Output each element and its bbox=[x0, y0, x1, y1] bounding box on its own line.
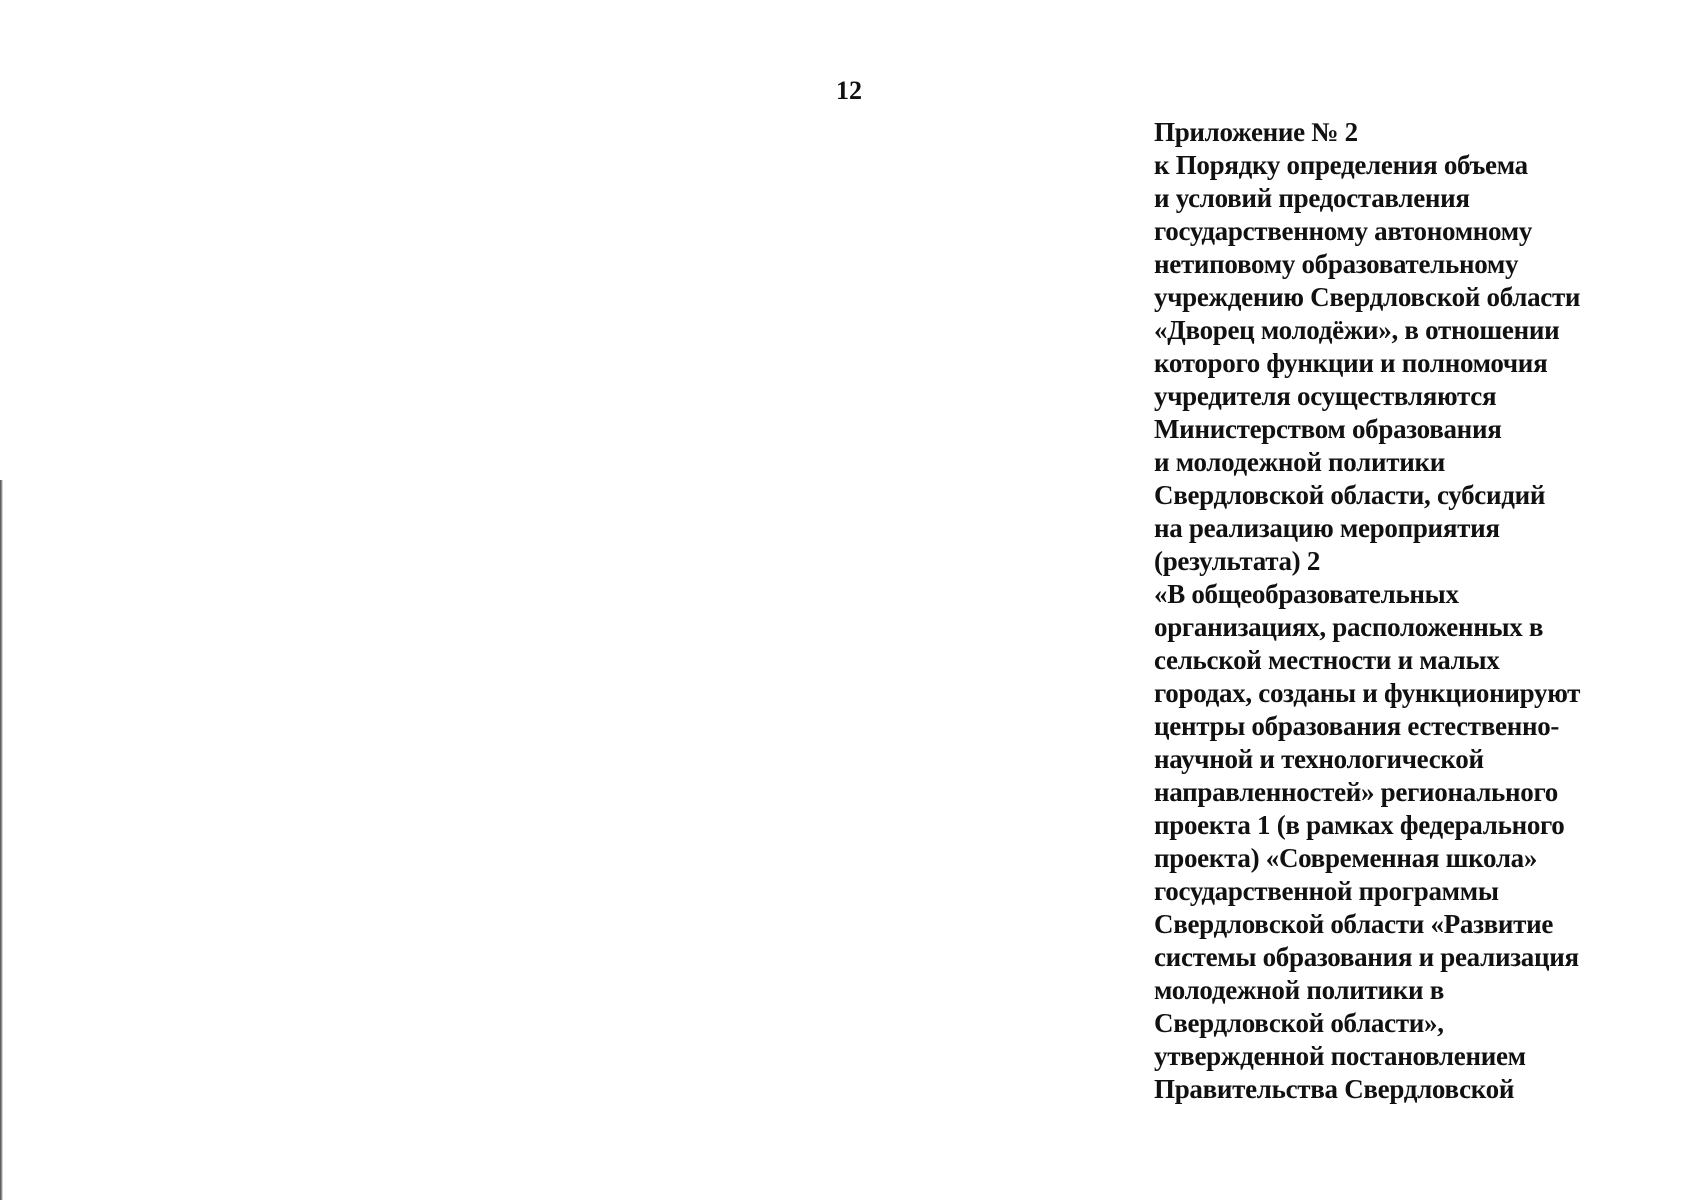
appendix-line: Свердловской области, субсидий bbox=[1154, 480, 1546, 510]
appendix-line: которого функции и полномочия bbox=[1154, 348, 1548, 378]
appendix-line: молодежной политики в bbox=[1154, 975, 1445, 1005]
appendix-line: утвержденной постановлением bbox=[1154, 1041, 1526, 1071]
appendix-line: Министерством образования bbox=[1154, 414, 1502, 444]
appendix-line: к Порядку определения объема bbox=[1154, 150, 1528, 180]
appendix-line: Приложение № 2 bbox=[1154, 117, 1358, 147]
appendix-line: Свердловской области», bbox=[1154, 1008, 1444, 1038]
appendix-line: организациях, расположенных в bbox=[1154, 612, 1544, 642]
appendix-line: нетиповому образовательному bbox=[1154, 249, 1519, 279]
appendix-line: проекта 1 (в рамках федерального bbox=[1154, 810, 1565, 840]
appendix-line: городах, созданы и функционируют bbox=[1154, 678, 1581, 708]
appendix-line: учреждению Свердловской области bbox=[1154, 282, 1581, 312]
appendix-line: государственной программы bbox=[1154, 876, 1499, 906]
appendix-line: направленностей» регионального bbox=[1154, 777, 1558, 807]
appendix-line: Свердловской области «Развитие bbox=[1154, 909, 1554, 939]
appendix-line: Правительства Свердловской bbox=[1154, 1074, 1515, 1104]
page-number: 12 bbox=[836, 76, 862, 105]
appendix-line: учредителя осуществляются bbox=[1154, 381, 1497, 411]
appendix-line: на реализацию мероприятия bbox=[1154, 513, 1500, 543]
appendix-line: центры образования естественно- bbox=[1154, 711, 1560, 741]
appendix-line: системы образования и реализация bbox=[1154, 942, 1579, 972]
appendix-line: и условий предоставления bbox=[1154, 183, 1470, 213]
appendix-header-block bbox=[1154, 116, 1674, 1106]
scan-edge-artifact bbox=[0, 480, 3, 1200]
appendix-line: и молодежной политики bbox=[1154, 447, 1445, 477]
appendix-line: «В общеобразовательных bbox=[1154, 579, 1459, 609]
appendix-line: научной и технологической bbox=[1154, 744, 1484, 774]
appendix-line: проекта) «Современная школа» bbox=[1154, 843, 1538, 873]
appendix-line: (результата) 2 bbox=[1154, 546, 1321, 576]
appendix-line: государственному автономному bbox=[1154, 216, 1533, 246]
appendix-line: сельской местности и малых bbox=[1154, 645, 1500, 675]
appendix-line: «Дворец молодёжи», в отношении bbox=[1154, 315, 1560, 345]
